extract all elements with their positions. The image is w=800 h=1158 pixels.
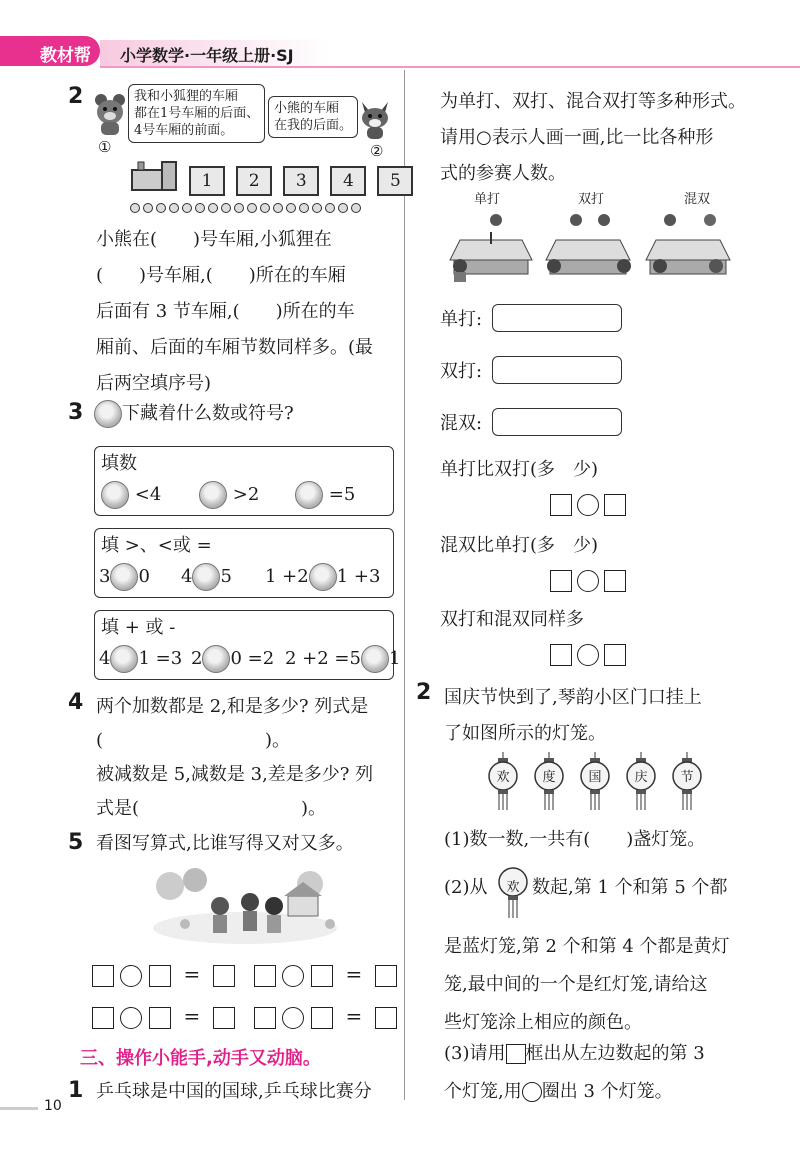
q4-text bbox=[96, 690, 373, 826]
box-item bbox=[265, 563, 380, 591]
field-label-singles: 单打: bbox=[440, 309, 483, 330]
train-car: 1 bbox=[189, 166, 225, 196]
q4-line: 被减数是 5,减数是 3,差是多少? 列 bbox=[96, 764, 374, 785]
coin-icon bbox=[199, 481, 227, 509]
locomotive-icon bbox=[130, 160, 178, 192]
answer-box[interactable] bbox=[92, 1007, 114, 1029]
coin-icon bbox=[94, 400, 122, 428]
equals-sign: = bbox=[183, 962, 201, 986]
q1-continued-text bbox=[440, 84, 746, 192]
wheel-icon bbox=[299, 203, 309, 213]
s3-q1-number: 1 bbox=[68, 1078, 84, 1103]
fox-speech-line: 在我的后面。 bbox=[274, 118, 353, 133]
answer-box[interactable] bbox=[92, 965, 114, 987]
box-item-text: 0 bbox=[138, 566, 150, 587]
bear-speech-line: 都在1号车厢的后面、 bbox=[134, 106, 260, 121]
wheel-icon bbox=[338, 203, 348, 213]
coin-icon bbox=[295, 481, 323, 509]
coin-icon bbox=[101, 481, 129, 509]
operator-circle[interactable] bbox=[120, 965, 142, 987]
lantern-part1: (1)数一数,一共有( )盏灯笼。 bbox=[444, 829, 706, 850]
wheel-icon bbox=[195, 203, 205, 213]
q1-line: 为单打、双打、混合双打等多种形式。 bbox=[440, 91, 746, 112]
wheel-icon bbox=[208, 203, 218, 213]
q2-text bbox=[96, 222, 373, 402]
coin-icon bbox=[110, 563, 138, 591]
wheel-icon bbox=[260, 203, 270, 213]
box-title: 填数 bbox=[101, 453, 137, 474]
train-car: 2 bbox=[236, 166, 272, 196]
equals-sign: = bbox=[345, 1004, 363, 1028]
coin-icon bbox=[202, 645, 230, 673]
train-car: 4 bbox=[330, 166, 366, 196]
operator-circle[interactable] bbox=[577, 644, 599, 666]
q4-number: 4 bbox=[68, 690, 84, 715]
lantern-part2-line: 笼,最中间的一个是红灯笼,请给这 bbox=[444, 974, 708, 995]
train-car: 3 bbox=[283, 166, 319, 196]
box-item-text: 4 bbox=[99, 648, 111, 669]
answer-box[interactable] bbox=[375, 1007, 397, 1029]
box-item bbox=[191, 645, 274, 673]
train-wheels bbox=[130, 198, 419, 217]
lantern-part3-text: 圈出 3 个灯笼。 bbox=[541, 1081, 673, 1102]
wheel-icon bbox=[286, 203, 296, 213]
box-item-text: 1 bbox=[388, 648, 401, 669]
compare-text: 混双比单打(多 少) bbox=[440, 535, 599, 556]
lantern-part3-text: (3)请用 bbox=[444, 1043, 506, 1064]
lantern bbox=[580, 752, 610, 816]
coin-icon bbox=[110, 645, 138, 673]
bear-speech-line: 4号车厢的前面。 bbox=[134, 123, 234, 138]
answer-box[interactable] bbox=[254, 1007, 276, 1029]
equation-row bbox=[92, 962, 235, 987]
box-item-text: <4 bbox=[134, 484, 162, 505]
fox-speech-line: 小熊的车厢 bbox=[274, 101, 340, 116]
box-item bbox=[181, 563, 232, 591]
bear-speech-bubble bbox=[128, 84, 265, 143]
lantern-part2-rest: 数起,第 1 个和第 5 个都 bbox=[532, 877, 728, 898]
lantern-part2-line: 是蓝灯笼,第 2 个和第 4 个都是黄灯 bbox=[444, 936, 730, 957]
square-symbol bbox=[506, 1044, 526, 1064]
fox-icon bbox=[358, 98, 392, 140]
q1-line: 式的参赛人数。 bbox=[440, 163, 566, 184]
wheel-icon bbox=[130, 203, 140, 213]
equals-sign: = bbox=[345, 962, 363, 986]
q3-box-compare bbox=[94, 528, 394, 598]
coin-icon bbox=[309, 563, 337, 591]
q2-line: 厢前、后面的车厢节数同样多。(最 bbox=[96, 337, 374, 358]
q2-line: 后两空填序号) bbox=[96, 373, 212, 394]
q2-line: 小熊在( )号车厢,小狐狸在 bbox=[96, 229, 332, 250]
wheel-icon bbox=[182, 203, 192, 213]
box-item-text: 1 =3 bbox=[138, 648, 183, 669]
singles-drawing-box[interactable] bbox=[492, 304, 622, 332]
pic-label-doubles: 双打 bbox=[578, 192, 605, 207]
lantern bbox=[534, 752, 564, 816]
box-item bbox=[285, 645, 400, 673]
answer-box[interactable] bbox=[311, 965, 333, 987]
pingpong-doubles-illustration bbox=[540, 210, 636, 284]
box-item bbox=[101, 481, 161, 509]
lantern-part2-lines bbox=[444, 928, 730, 1042]
box-item bbox=[99, 645, 182, 673]
box-item-text: 3 bbox=[99, 566, 111, 587]
box-title: 填 + 或 - bbox=[101, 617, 176, 638]
q5-number: 5 bbox=[68, 830, 84, 855]
wheel-icon bbox=[325, 203, 335, 213]
answer-box[interactable] bbox=[213, 965, 235, 987]
section-heading: 三、操作小能手,动手又动脑。 bbox=[80, 1048, 321, 1069]
box-item bbox=[199, 481, 259, 509]
q2-number: 2 bbox=[68, 84, 84, 109]
doubles-drawing-box[interactable] bbox=[492, 356, 622, 384]
wheel-icon bbox=[169, 203, 179, 213]
circle-symbol bbox=[522, 1082, 542, 1102]
bear-icon bbox=[92, 92, 128, 136]
box-item-text: 5 bbox=[220, 566, 232, 587]
header-tag: 教材帮 bbox=[0, 36, 100, 66]
q4-line: ( )。 bbox=[96, 730, 291, 751]
box-item-text: 1 +3 bbox=[336, 566, 381, 587]
box-item-text: 2 +2 =5 bbox=[285, 648, 361, 669]
fox-speech-bubble bbox=[268, 96, 358, 138]
answer-box[interactable] bbox=[604, 494, 626, 516]
answer-box[interactable] bbox=[311, 1007, 333, 1029]
coin-icon bbox=[192, 563, 220, 591]
operator-circle[interactable] bbox=[120, 1007, 142, 1029]
lantern bbox=[626, 752, 656, 816]
lantern-part3 bbox=[444, 1040, 705, 1068]
compare-expression bbox=[550, 494, 626, 516]
answer-box[interactable] bbox=[550, 644, 572, 666]
fox-label: ② bbox=[370, 142, 384, 160]
q3-box-plus-minus bbox=[94, 610, 401, 680]
q3-number: 3 bbox=[68, 400, 84, 425]
answer-box[interactable] bbox=[604, 570, 626, 592]
box-item-text: 4 bbox=[181, 566, 193, 587]
lantern-q-number: 2 bbox=[416, 680, 432, 705]
q2-line: ( )号车厢,( )所在的车厢 bbox=[96, 265, 346, 286]
kids-picnic-illustration bbox=[150, 866, 340, 946]
box-item-text: >2 bbox=[232, 484, 260, 505]
box-item-text: 1 +2 bbox=[265, 566, 309, 587]
lantern-part3-text: 个灯笼,用 bbox=[444, 1081, 522, 1102]
field-label-doubles: 双打: bbox=[440, 361, 483, 382]
q5-text: 看图写算式,比谁写得又对又多。 bbox=[96, 833, 354, 854]
field-label-mixed: 混双: bbox=[440, 413, 483, 434]
answer-box[interactable] bbox=[149, 1007, 171, 1029]
answer-box[interactable] bbox=[550, 570, 572, 592]
answer-box[interactable] bbox=[213, 1007, 235, 1029]
header-title: 小学数学·一年级上册·SJ bbox=[100, 40, 330, 66]
inline-lantern bbox=[498, 864, 528, 924]
q3-box-fill-number bbox=[94, 446, 394, 516]
pingpong-singles-illustration bbox=[446, 210, 536, 284]
operator-circle[interactable] bbox=[282, 965, 304, 987]
q3-prompt-text: 下藏着什么数或符号? bbox=[122, 403, 294, 424]
wheel-icon bbox=[247, 203, 257, 213]
column-divider bbox=[404, 70, 405, 1100]
compare-text: 单打比双打(多 少) bbox=[440, 459, 599, 480]
lantern-row bbox=[488, 752, 702, 816]
compare-expression bbox=[550, 644, 626, 666]
compare-text: 双打和混双同样多 bbox=[440, 609, 584, 630]
s3-q1-text: 乒乓球是中国的国球,乒乓球比赛分 bbox=[96, 1081, 372, 1102]
box-title: 填 >、<或 = bbox=[101, 535, 212, 556]
lantern-part3-text: 框出从左边数起的第 3 bbox=[525, 1043, 705, 1064]
pic-label-mixed: 混双 bbox=[684, 192, 711, 207]
equals-sign: = bbox=[183, 1004, 201, 1028]
box-item-text: 0 =2 bbox=[230, 648, 275, 669]
answer-box[interactable] bbox=[604, 644, 626, 666]
q2-line: 后面有 3 节车厢,( )所在的车 bbox=[96, 301, 355, 322]
footer-rule bbox=[0, 1107, 38, 1110]
q1-line: 请用○表示人画一画,比一比各种形 bbox=[440, 127, 714, 148]
answer-box[interactable] bbox=[550, 494, 572, 516]
lantern bbox=[672, 752, 702, 816]
wheel-icon bbox=[273, 203, 283, 213]
wheel-icon bbox=[351, 203, 361, 213]
answer-box[interactable] bbox=[375, 965, 397, 987]
mixed-drawing-box[interactable] bbox=[492, 408, 622, 436]
lantern bbox=[488, 752, 518, 816]
operator-circle[interactable] bbox=[577, 570, 599, 592]
box-item-text: 2 bbox=[191, 648, 203, 669]
equation-row bbox=[254, 962, 397, 987]
wheel-icon bbox=[143, 203, 153, 213]
lantern-q-line: 国庆节快到了,琴韵小区门口挂上 bbox=[444, 687, 702, 708]
equation-row bbox=[254, 1004, 397, 1029]
lantern-part2-start: (2)从 bbox=[444, 877, 488, 898]
wheel-icon bbox=[156, 203, 166, 213]
header-rule bbox=[100, 66, 800, 68]
bear-label: ① bbox=[98, 138, 112, 156]
operator-circle[interactable] bbox=[282, 1007, 304, 1029]
answer-box[interactable] bbox=[254, 965, 276, 987]
pic-label-singles: 单打 bbox=[474, 192, 501, 207]
q3-prompt bbox=[94, 400, 294, 428]
answer-box[interactable] bbox=[149, 965, 171, 987]
compare-expression bbox=[550, 570, 626, 592]
wheel-icon bbox=[221, 203, 231, 213]
q4-line: 两个加数都是 2,和是多少? 列式是 bbox=[96, 696, 369, 717]
train-car: 5 bbox=[377, 166, 413, 196]
lantern-q-line: 了如图所示的灯笼。 bbox=[444, 723, 606, 744]
operator-circle[interactable] bbox=[577, 494, 599, 516]
wheel-icon bbox=[234, 203, 244, 213]
box-item bbox=[99, 563, 150, 591]
lantern-part2-line: 些灯笼涂上相应的颜色。 bbox=[444, 1012, 642, 1033]
coin-icon bbox=[361, 645, 389, 673]
equation-row bbox=[92, 1004, 235, 1029]
wheel-icon bbox=[312, 203, 322, 213]
box-item-text: =5 bbox=[328, 484, 356, 505]
q4-line: 式是( )。 bbox=[96, 798, 327, 819]
locomotive bbox=[130, 160, 178, 196]
pingpong-mixed-illustration bbox=[640, 210, 736, 284]
lantern-part3-cont bbox=[444, 1078, 673, 1106]
lantern-q-text bbox=[444, 680, 702, 752]
box-item bbox=[295, 481, 355, 509]
page-number: 10 bbox=[44, 1098, 62, 1114]
bear-speech-line: 我和小狐狸的车厢 bbox=[134, 89, 239, 104]
train bbox=[130, 160, 419, 217]
